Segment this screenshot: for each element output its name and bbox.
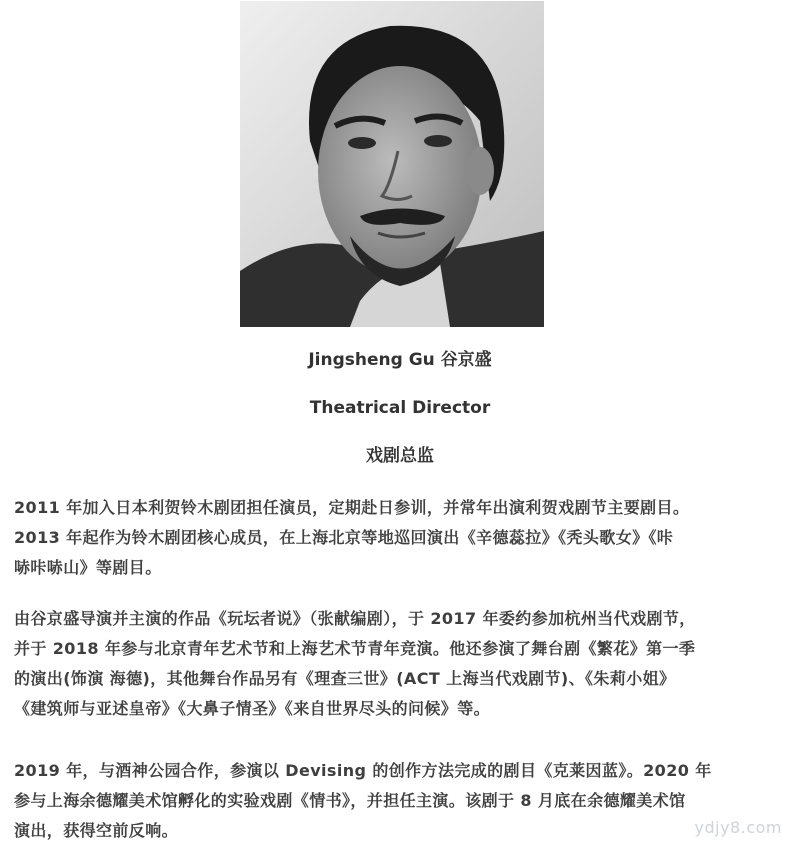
title-english: Theatrical Director <box>309 398 491 418</box>
title-chinese: 戏剧总监 <box>366 446 434 466</box>
bio-line: 《建筑师与亚述皇帝》《大鼻子情圣》《来自世界尽头的问候》等。 <box>14 699 491 718</box>
bio-line: 2011 年加入日本利贺铃木剧团担任演员，定期赴日参训，并常年出演利贺戏剧节主要剧目。 <box>14 498 690 517</box>
bio-line: 2013 年起作为铃木剧团核心成员，在上海北京等地巡回演出《辛德蕊拉》《秃头歌女》《咔 <box>14 528 674 547</box>
portrait-image <box>240 1 544 327</box>
portrait-photo <box>240 1 544 327</box>
bio-paragraph-2 <box>14 604 790 724</box>
bio-line: 的演出(饰演 海德)，其他舞台作品另有《理查三世》(ACT 上海当代戏剧节)、《朱莉小姐》 <box>14 669 676 688</box>
watermark: ydjy8.com <box>694 818 782 837</box>
bio-line: 哧咔哧山》等剧目。 <box>14 558 162 577</box>
bio-line: 并于 2018 年参与北京青年艺术节和上海艺术节青年竞演。他还参演了舞台剧《繁花》第一季 <box>14 639 696 658</box>
bio-line: 参与上海余德耀美术馆孵化的实验戏剧《情书》，并担任主演。该剧于 8 月底在余德耀美术馆 <box>14 791 686 810</box>
person-name: Jingsheng Gu 谷京盛 <box>308 350 492 370</box>
bio-line: 演出，获得空前反响。 <box>14 821 179 840</box>
bio-line: 由谷京盛导演并主演的作品《玩坛者说》（张献编剧），于 2017 年委约参加杭州当代戏剧节， <box>14 609 696 628</box>
bio-paragraph-1 <box>14 493 790 583</box>
bio-paragraph-3 <box>14 756 790 846</box>
bio-line: 2019 年，与酒神公园合作，参演以 Devising 的创作方法完成的剧目《克莱因蓝》。2020 年 <box>14 761 712 780</box>
